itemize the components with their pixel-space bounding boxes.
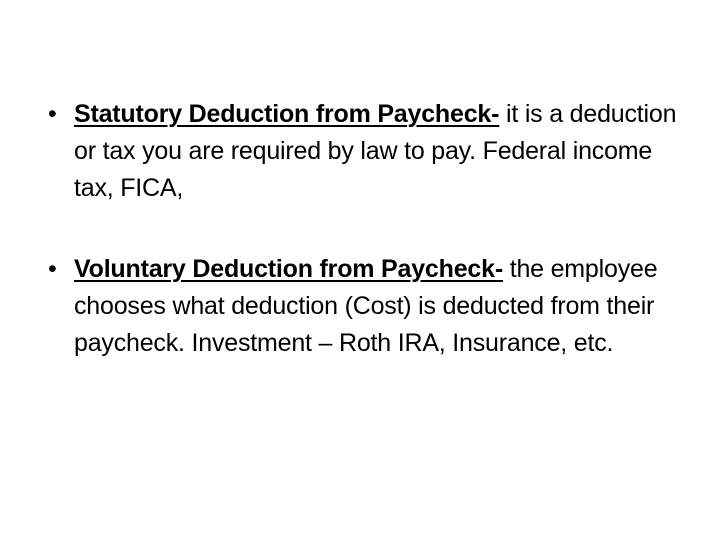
bullet-icon: • [48, 255, 57, 283]
bullet-list [48, 96, 688, 362]
term-voluntary-deduction: Voluntary Deduction from Paycheck- [74, 255, 503, 283]
term-statutory-deduction: Statutory Deduction from Paycheck- [74, 100, 500, 128]
definition-statutory-deduction: it is a deduction or tax you are required by law to pay. Federal income tax, FICA, [74, 100, 677, 202]
bullet-voluntary-deduction [48, 251, 688, 362]
bullet-icon: • [48, 100, 57, 128]
definition-voluntary-deduction: the employee chooses what deduction (Cost) is deducted from their paycheck. Investment – Roth IRA, Insurance, etc. [74, 255, 658, 357]
bullet-statutory-deduction [48, 96, 688, 207]
